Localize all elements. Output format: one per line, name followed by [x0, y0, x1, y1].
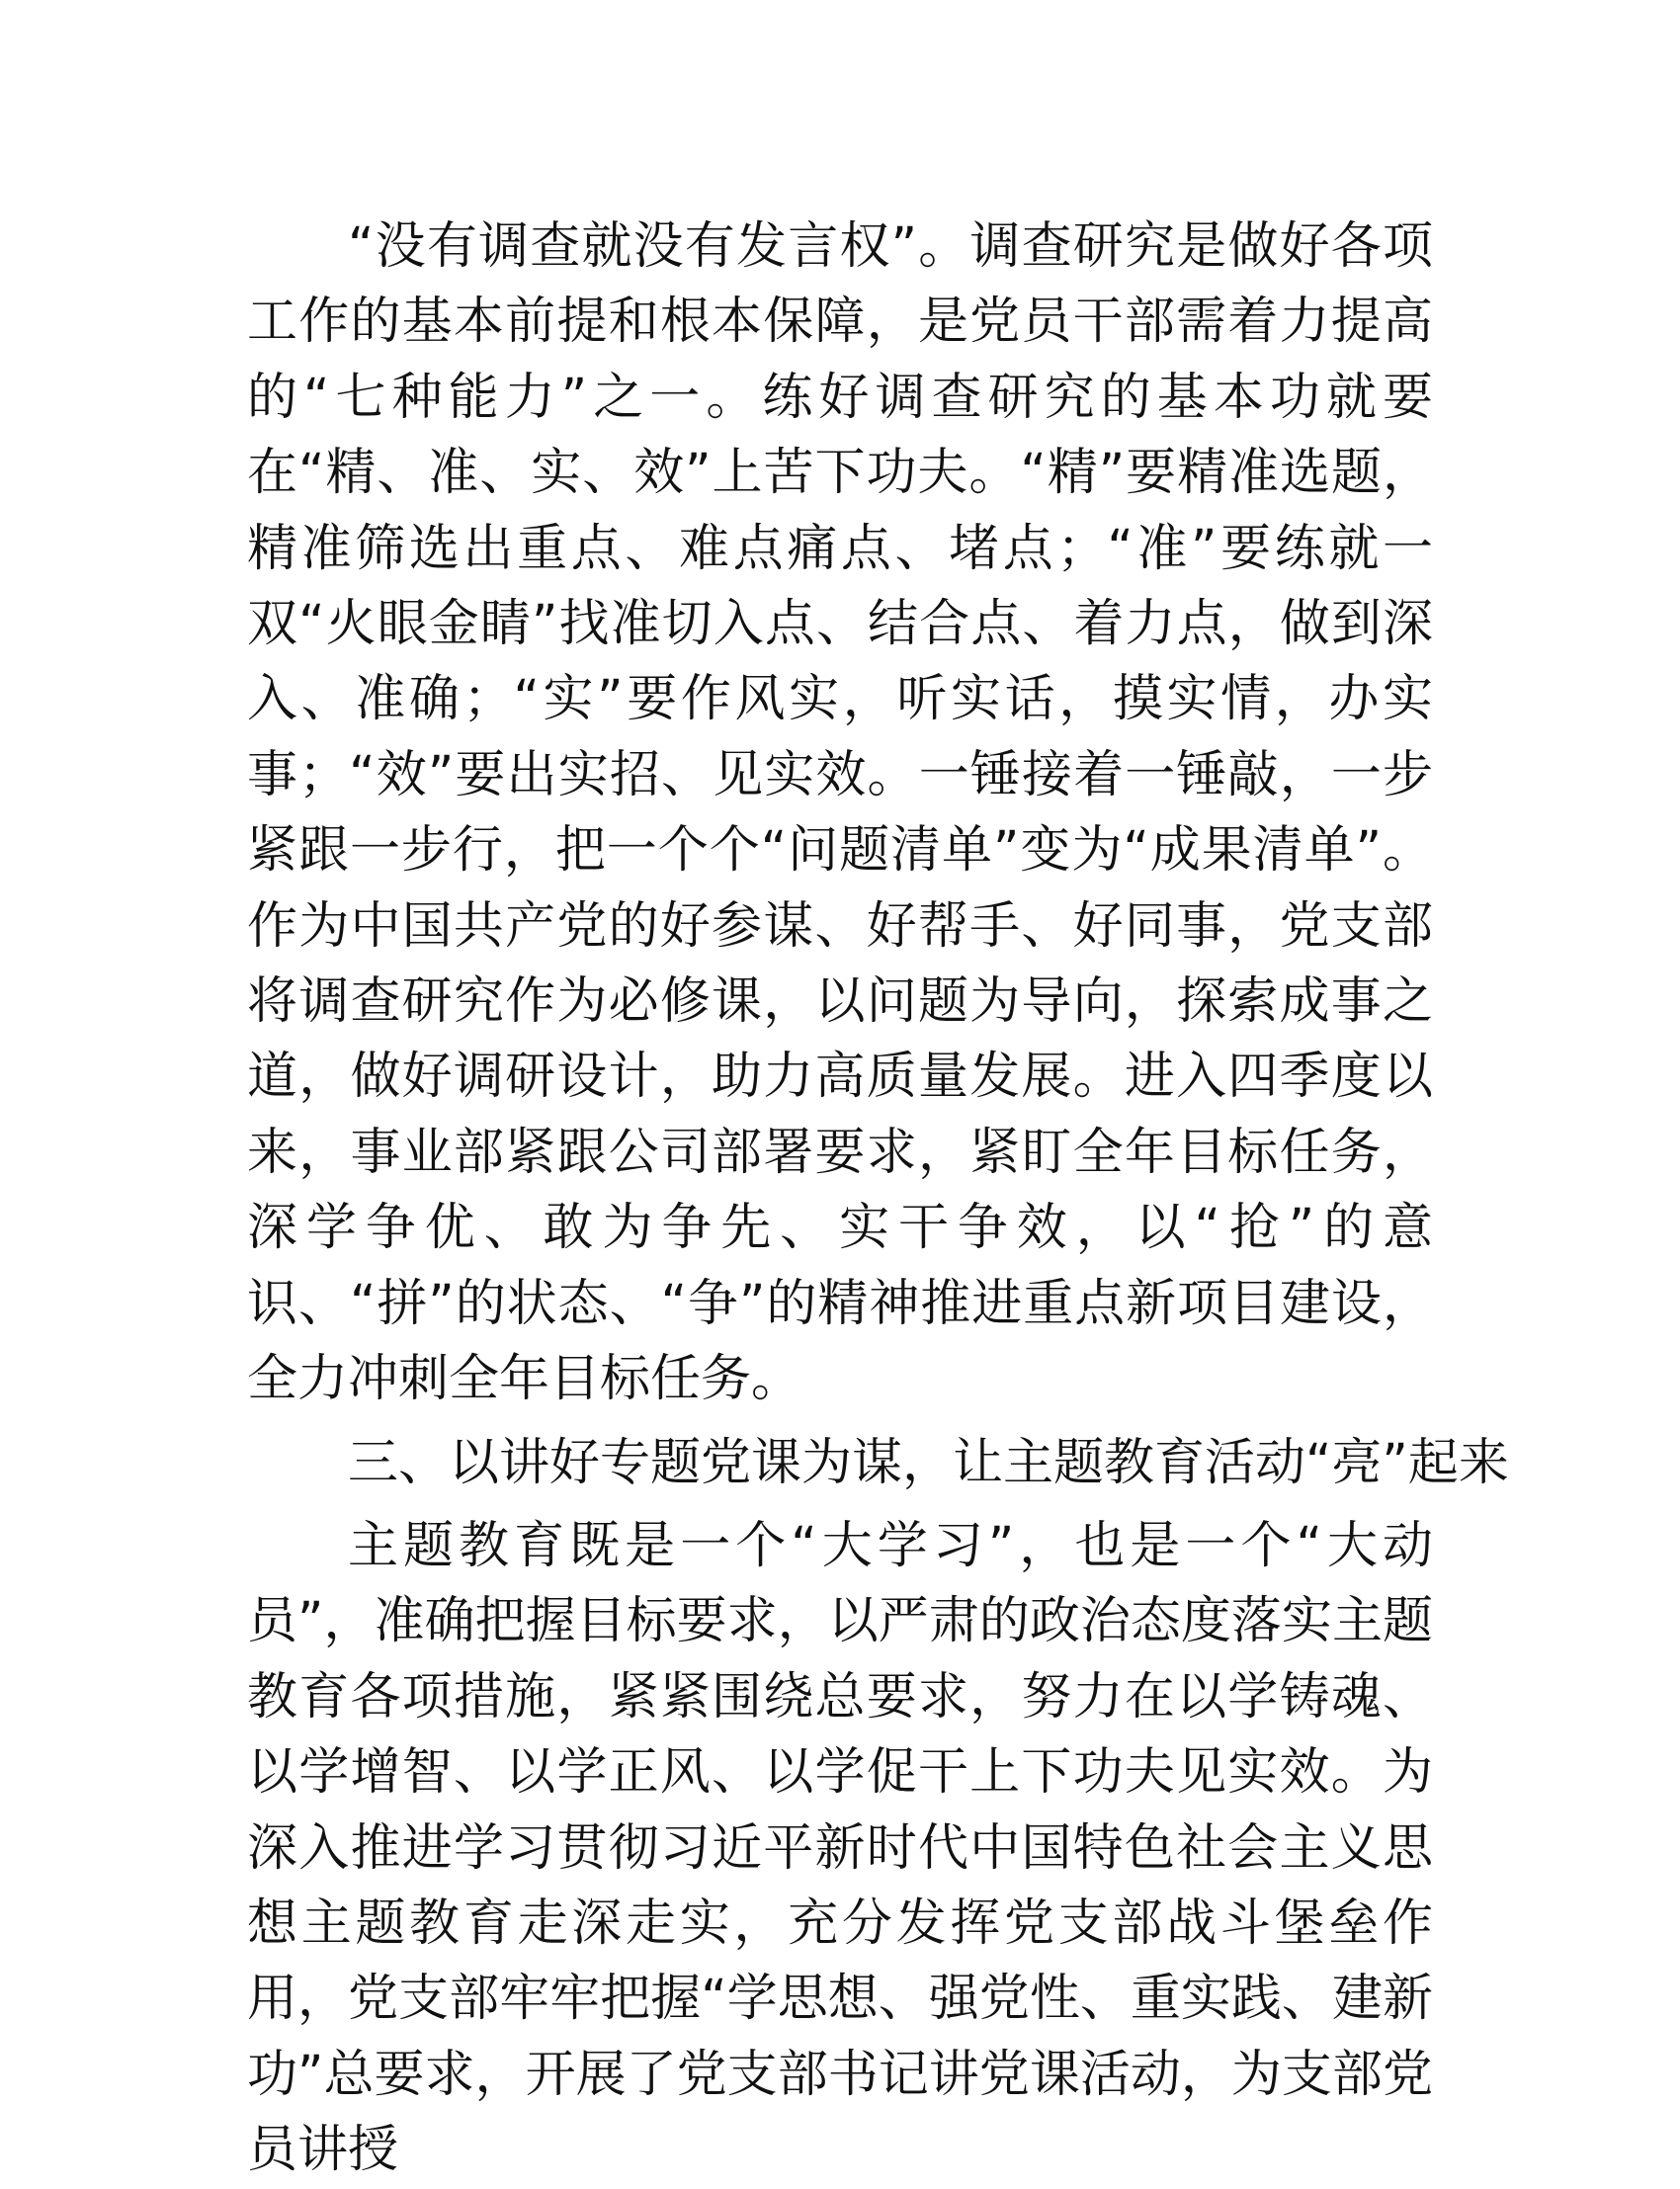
- paragraph-spacer: [247, 1418, 1433, 1426]
- document-body: [247, 210, 1509, 2189]
- paragraph-investigation-research: “没有调查就没有发言权”。调查研究是做好各项工作的基本前提和根本保障，是党员干部需着力提高的“七种能力”之一。练好调查研究的基本功就要在“精、准、实、效”上苦下功夫。“精”要精准选题，精准筛选出重点、难点痛点、堵点；“准”要练就一双“火眼金睛”找准切入点、结合点、着力点，做到深入、准确；“实”要作风实，听实话，摸实情，办实事；“效”要出实招、见实效。一锤接着一锤敲，一步紧跟一步行，把一个个“问题清单”变为“成果清单”。作为中国共产党的好参谋、好帮手、好同事，党支部将调查研究作为必修课，以问题为导向，探索成事之道，做好调研设计，助力高质量发展。进入四季度以来，事业部紧跟公司部署要求，紧盯全年目标任务，深学争优、敢为争先、实干争效，以“抢”的意识、“拼”的状态、“争”的精神推进重点新项目建设，全力冲刺全年目标任务。: [247, 217, 1433, 1409]
- paragraph-theme-education: 主题教育既是一个“大学习”，也是一个“大动员”，准确把握目标要求，以严肃的政治态度落实主题教育各项措施，紧紧围绕总要求，努力在以学铸魂、以学增智、以学正风、以学促干上下功夫见实效。为深入推进学习贯彻习近平新时代中国特色社会主义思想主题教育走深走实，充分发挥党支部战斗堡垒作用，党支部牢牢把握“学思想、强党性、重实践、建新功”总要求，开展了党支部书记讲党课活动，为支部党员讲授: [247, 1516, 1433, 2180]
- section-heading-3: 三、以讲好专题党课为谋，让主题教育活动“亮”起来: [348, 1433, 1509, 1492]
- paragraph-spacer: [247, 1501, 1433, 1509]
